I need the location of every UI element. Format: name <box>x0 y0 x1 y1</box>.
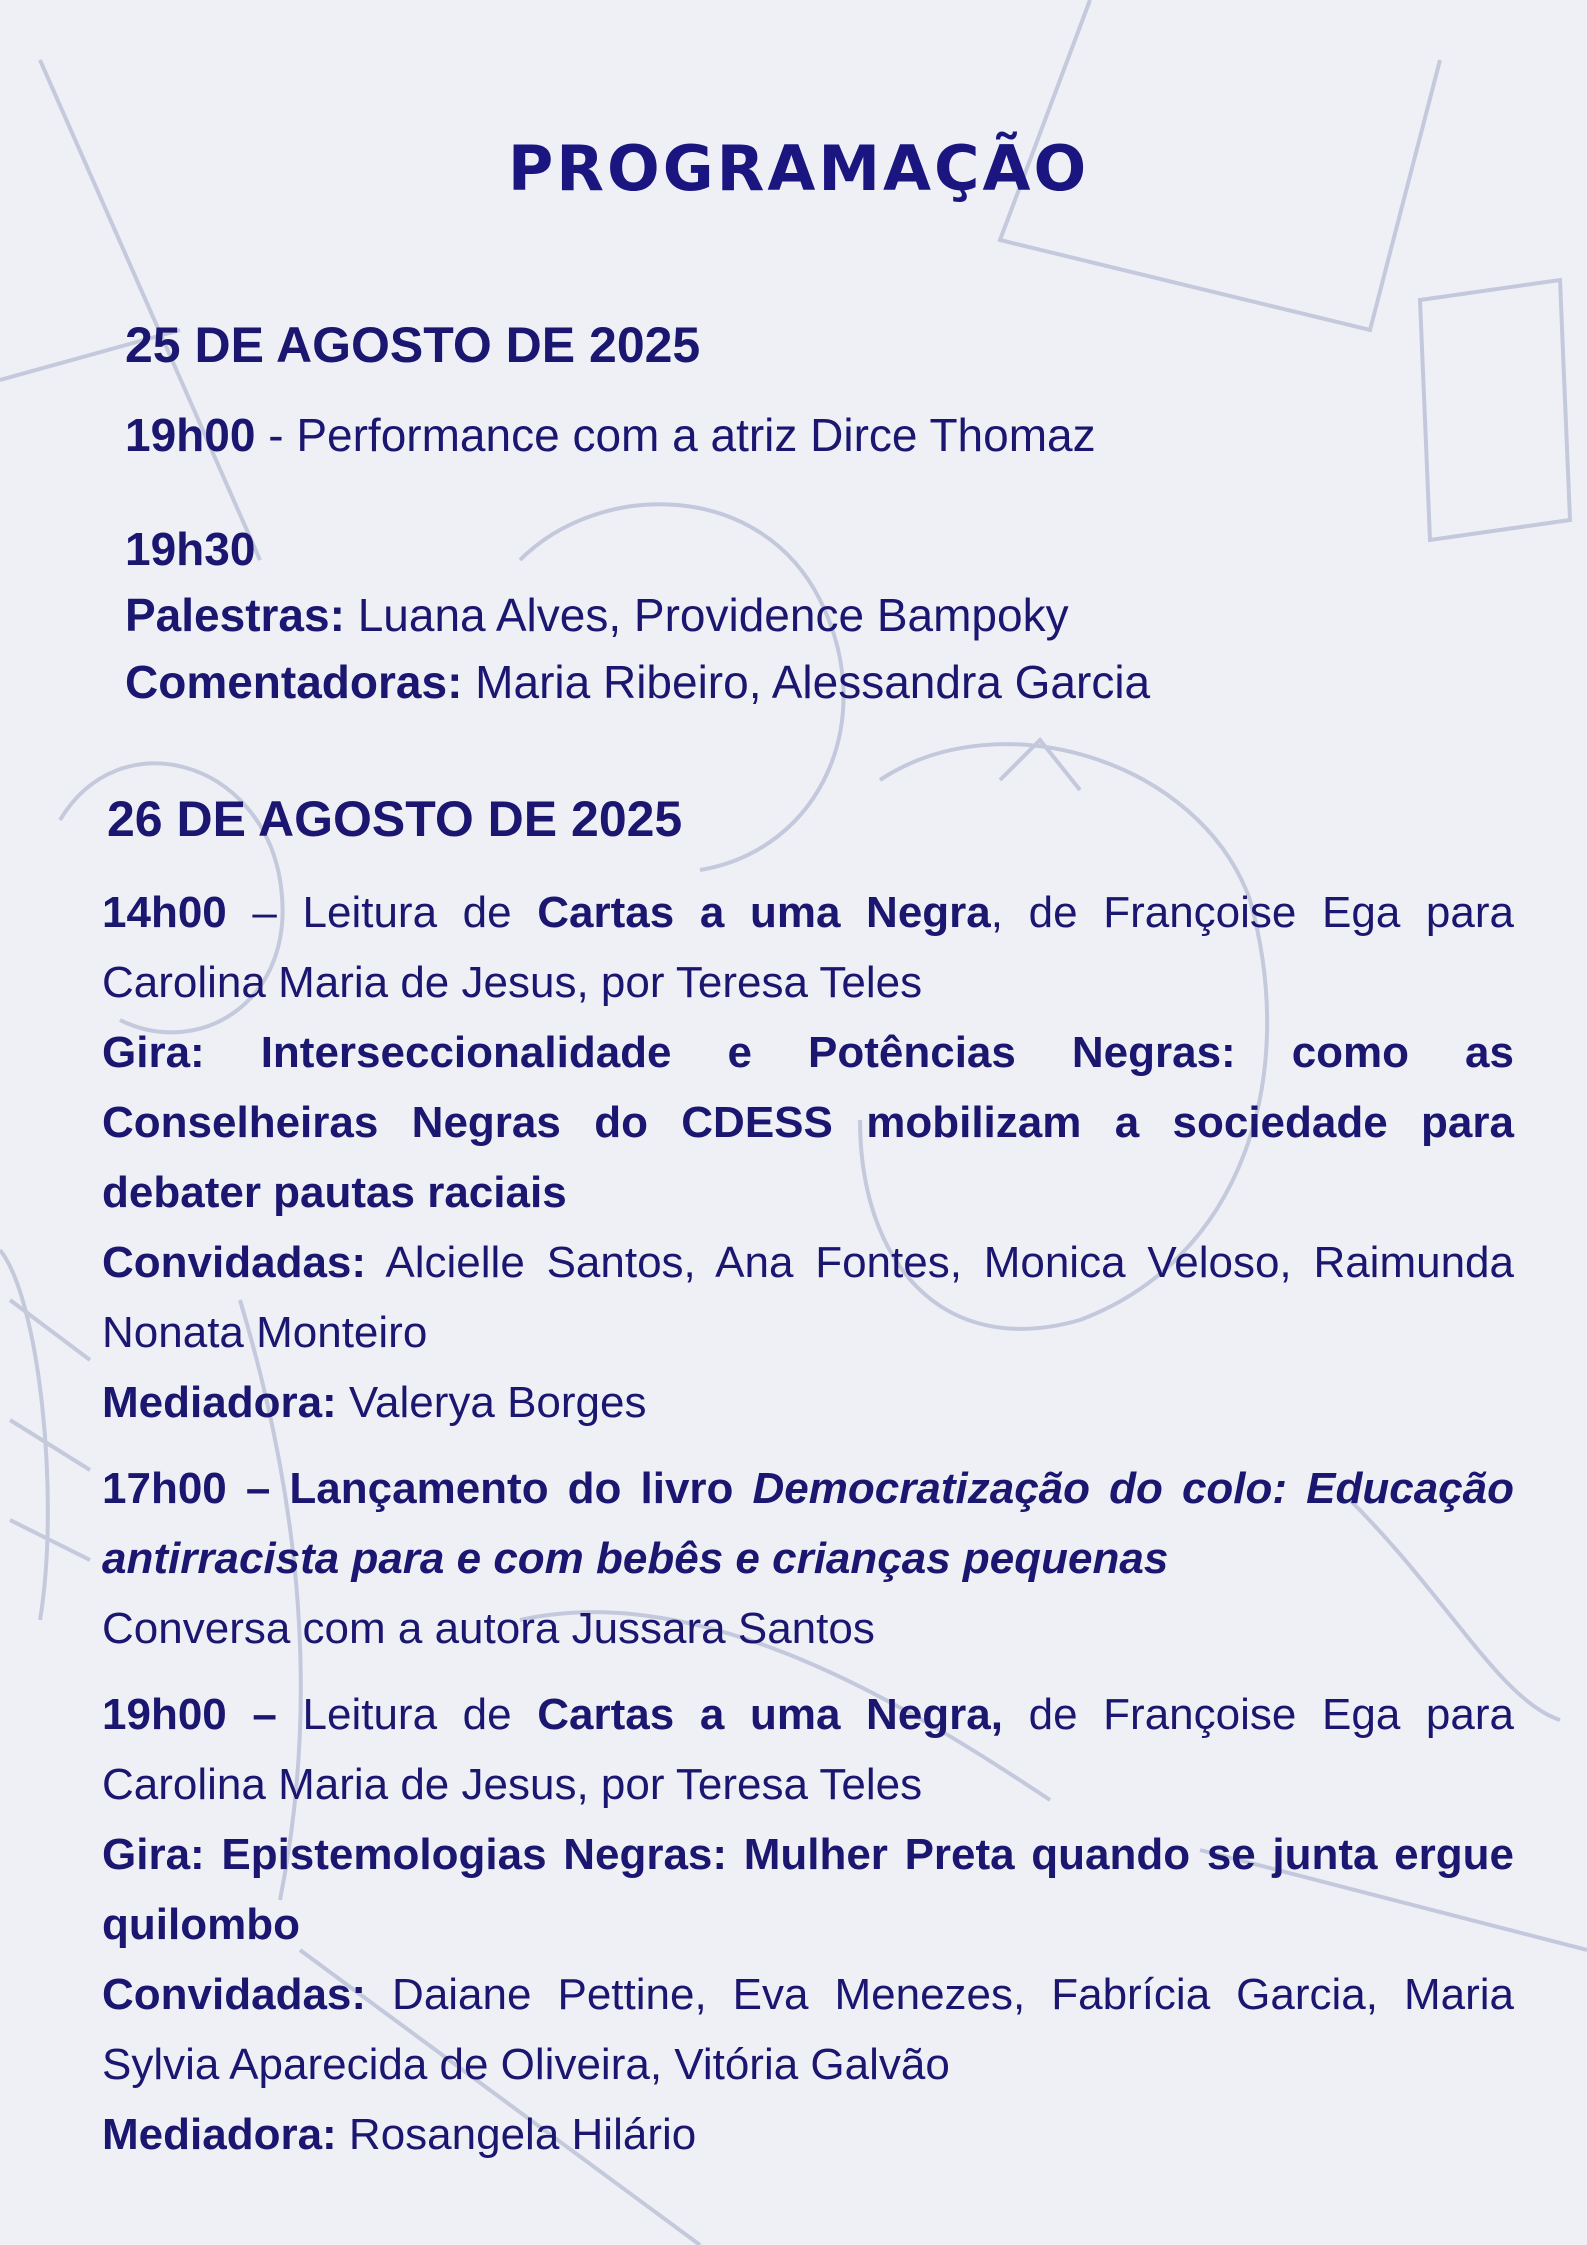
book-title: Cartas a uma Negra, <box>537 1690 1003 1739</box>
separator: - <box>255 409 297 461</box>
time: 19h00 – <box>102 1690 277 1739</box>
label: Comentadoras: <box>125 656 463 708</box>
performance-text: Performance com a atriz Dirce Thomaz <box>296 409 1096 461</box>
day1-date-heading: 25 DE AGOSTO DE 2025 <box>125 317 701 373</box>
block1-gira <box>102 1018 1514 1228</box>
day1-palestras <box>125 588 1069 642</box>
label: Convidadas: <box>102 1238 367 1287</box>
block1-convidadas <box>102 1228 1514 1368</box>
page-title: PROGRAMAÇÃO <box>507 132 1090 205</box>
time: 17h00 <box>102 1464 227 1513</box>
text: , de Françoise Ega para Carolina Maria de Jesus, por Teresa Teles <box>102 888 1514 1007</box>
day2-date-heading: 26 DE AGOSTO DE 2025 <box>107 791 683 847</box>
text: – Leitura de <box>226 888 538 937</box>
name: Valerya Borges <box>336 1378 647 1427</box>
block3-mediadora <box>102 2100 1514 2170</box>
label: Mediadora: <box>102 2110 337 2159</box>
block2-conversa: Conversa com a autora Jussara Santos <box>102 1604 875 1653</box>
day1-session-time <box>125 522 255 576</box>
text: de Françoise Ega para Carolina Maria de Jesus, por Teresa Teles <box>102 1690 1514 1809</box>
day1-performance <box>125 408 1096 462</box>
time: 14h00 <box>102 888 227 937</box>
day1-comentadoras <box>125 655 1150 709</box>
names: Alcielle Santos, Ana Fontes, Monica Veloso, Raimunda Nonata Monteiro <box>102 1238 1514 1357</box>
label: Palestras: <box>125 589 345 641</box>
time: 19h30 <box>125 523 256 575</box>
time: 19h00 <box>125 409 256 461</box>
block1-mediadora <box>102 1368 1514 1438</box>
label: Mediadora: <box>102 1378 337 1427</box>
block3-reading <box>102 1680 1514 1820</box>
block3-convidadas <box>102 1960 1514 2100</box>
text: Leitura de <box>276 1690 538 1739</box>
gira-title: Gira: Epistemologias Negras: Mulher Preta quando se junta ergue quilombo <box>102 1830 1514 1949</box>
names: Daiane Pettine, Eva Menezes, Fabrícia Garcia, Maria Sylvia Aparecida de Oliveira, Vitória Galvão <box>102 1970 1514 2089</box>
block2-launch <box>102 1454 1514 1594</box>
block1-reading <box>102 878 1514 1018</box>
label: Convidadas: <box>102 1970 367 2019</box>
names: Maria Ribeiro, Alessandra Garcia <box>462 656 1151 708</box>
name: Rosangela Hilário <box>336 2110 697 2159</box>
block3-gira <box>102 1820 1514 1960</box>
text: – Lançamento do livro <box>226 1464 753 1513</box>
book-title: Democratização do colo: Educação antirracista para e com bebês e crianças pequenas <box>102 1464 1514 1583</box>
day2-schedule <box>102 878 1514 2170</box>
book-title: Cartas a uma Negra <box>537 888 991 937</box>
gira-title: Gira: Interseccionalidade e Potências Negras: como as Conselheiras Negras do CDESS mobilizam a sociedade para debater pautas raciais <box>102 1028 1514 1217</box>
names: Luana Alves, Providence Bampoky <box>344 589 1069 641</box>
